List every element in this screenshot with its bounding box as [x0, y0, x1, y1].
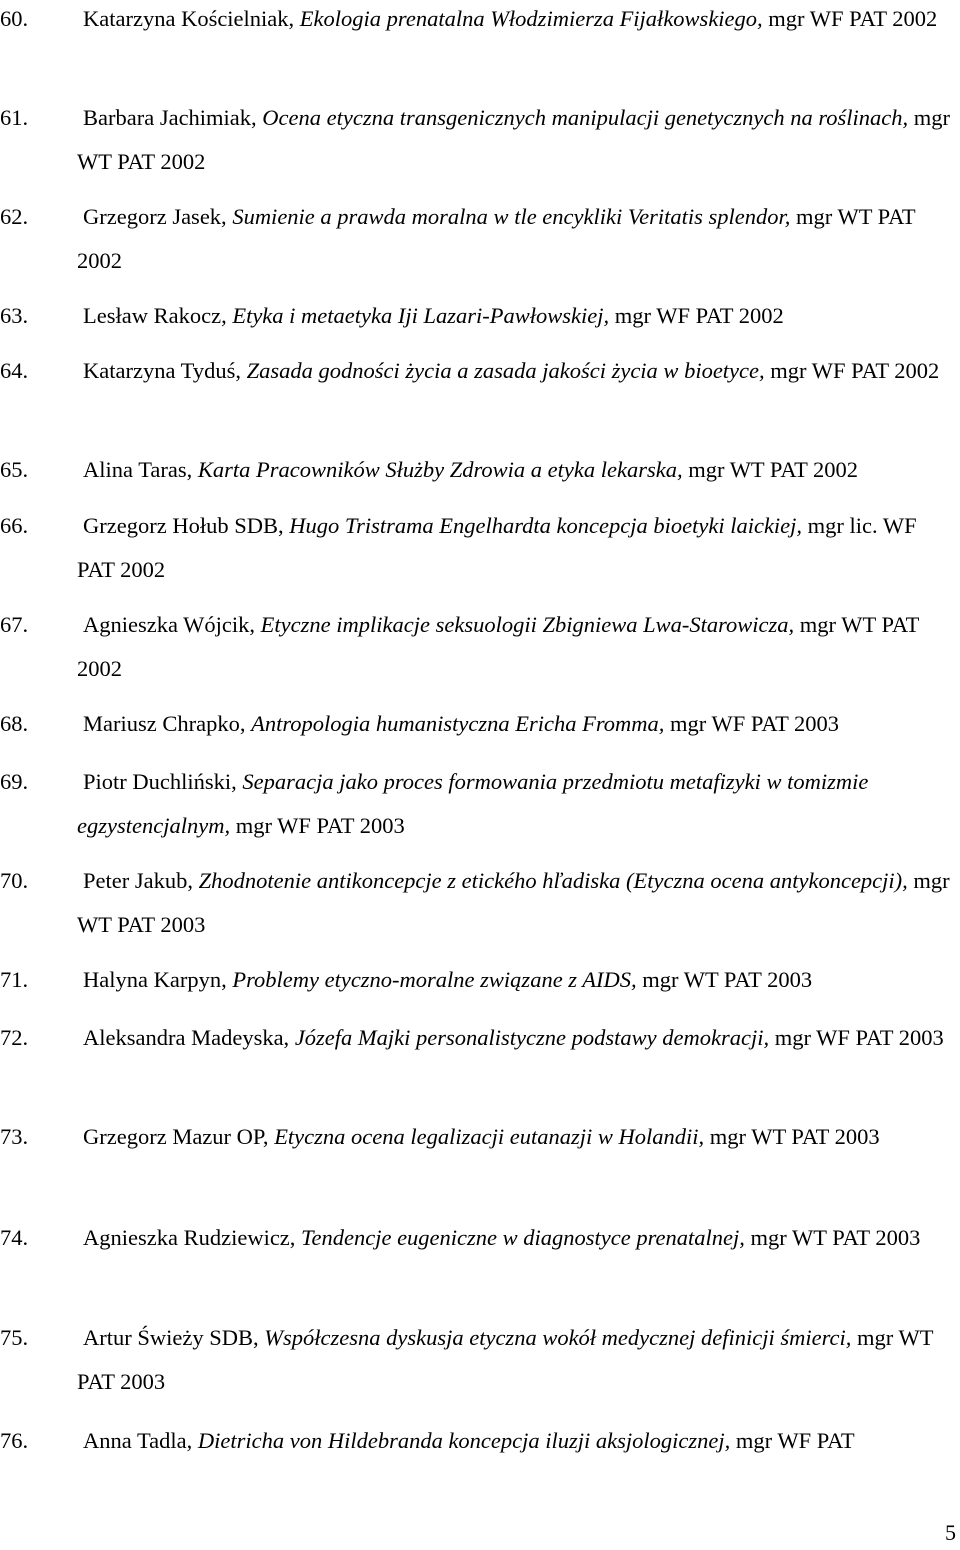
list-item [0, 195, 960, 283]
author-name: Agnieszka Wójcik, [83, 612, 256, 637]
item-number: 74. [0, 1225, 29, 1250]
thesis-title: Problemy etyczno-moralne związane z AIDS, [232, 967, 637, 992]
item-number: 65. [0, 457, 29, 482]
item-text [77, 702, 957, 746]
author-name: Peter Jakub, [83, 868, 193, 893]
item-number: 70. [0, 868, 29, 893]
list-item [0, 1316, 960, 1404]
thesis-title: Hugo Tristrama Engelhardta koncepcja bioetyki laickiej, [289, 513, 803, 538]
item-text [77, 603, 957, 691]
item-text [77, 1419, 957, 1463]
degree-info: mgr WT PAT 2002 [77, 204, 916, 273]
author-name: Anna Tadla, [83, 1428, 193, 1453]
degree-info: mgr WT PAT 2003 [709, 1124, 880, 1149]
thesis-title: Zasada godności życia a zasada jakości życia w bioetyce, [246, 358, 765, 383]
item-number: 71. [0, 967, 29, 992]
item-number: 60. [0, 6, 29, 31]
degree-info: mgr WF PAT 2003 [774, 1025, 944, 1050]
thesis-title: Zhodnotenie antikoncepcje z etického hľadiska (Etyczna ocena antykoncepcji), [198, 868, 908, 893]
thesis-title: Etyczne implikacje seksuologii Zbigniewa Lwa-Starowicza, [260, 612, 795, 637]
author-name: Aleksandra Madeyska, [83, 1025, 290, 1050]
degree-info: mgr WT PAT 2003 [750, 1225, 921, 1250]
degree-info: mgr WF PAT [735, 1428, 855, 1453]
thesis-title: Dietricha von Hildebranda koncepcja iluzji aksjologicznej, [197, 1428, 731, 1453]
author-name: Grzegorz Hołub SDB, [83, 513, 284, 538]
degree-info: mgr WF PAT 2002 [614, 303, 784, 328]
thesis-title: Etyczna ocena legalizacji eutanazji w Holandii, [274, 1124, 705, 1149]
list-item [0, 1216, 960, 1260]
author-name: Piotr Duchliński, [83, 769, 237, 794]
item-number: 76. [0, 1428, 29, 1453]
page-number: 5 [945, 1520, 956, 1545]
item-text [77, 294, 957, 338]
author-name: Grzegorz Mazur OP, [83, 1124, 269, 1149]
author-name: Katarzyna Kościelniak, [83, 6, 295, 31]
item-text [77, 96, 957, 184]
list-item [0, 859, 960, 947]
author-name: Grzegorz Jasek, [83, 204, 227, 229]
item-text [77, 1216, 957, 1260]
author-name: Katarzyna Tyduś, [83, 358, 241, 383]
item-number: 62. [0, 204, 29, 229]
item-text [77, 0, 957, 41]
item-text [77, 195, 957, 283]
item-number: 61. [0, 105, 29, 130]
item-text [77, 1316, 957, 1404]
author-name: Barbara Jachimiak, [83, 105, 257, 130]
item-number: 63. [0, 303, 29, 328]
list-item [0, 504, 960, 592]
author-name: Agnieszka Rudziewicz, [83, 1225, 296, 1250]
author-name: Alina Taras, [83, 457, 193, 482]
item-text [77, 958, 957, 1002]
list-item [0, 958, 960, 1002]
list-item [0, 702, 960, 746]
item-text [77, 504, 957, 592]
item-number: 73. [0, 1124, 29, 1149]
list-item [0, 349, 960, 393]
list-item [0, 448, 960, 492]
degree-info: mgr WT PAT 2002 [77, 612, 919, 681]
author-name: Mariusz Chrapko, [83, 711, 246, 736]
item-text [77, 1115, 957, 1159]
author-name: Lesław Rakocz, [83, 303, 227, 328]
degree-info: mgr WF PAT 2003 [670, 711, 840, 736]
list-item [0, 603, 960, 691]
item-text [77, 448, 957, 492]
thesis-title: Etyka i metaetyka Iji Lazari-Pawłowskiej, [232, 303, 610, 328]
thesis-title: Współczesna dyskusja etyczna wokół medycznej definicji śmierci, [264, 1325, 852, 1350]
item-number: 69. [0, 769, 29, 794]
degree-info: mgr lic. WF PAT 2002 [77, 513, 917, 582]
author-name: Artur Świeży SDB, [83, 1325, 259, 1350]
thesis-title: Tendencje eugeniczne w diagnostyce prenatalnej, [301, 1225, 745, 1250]
degree-info: mgr WT PAT 2002 [688, 457, 859, 482]
item-number: 68. [0, 711, 29, 736]
thesis-title: Ocena etyczna transgenicznych manipulacji genetycznych na roślinach, [262, 105, 909, 130]
list-item [0, 1016, 960, 1060]
item-number: 67. [0, 612, 29, 637]
item-number: 72. [0, 1025, 29, 1050]
thesis-title: Karta Pracowników Służby Zdrowia a etyka lekarska, [197, 457, 683, 482]
item-number: 64. [0, 358, 29, 383]
thesis-title: Ekologia prenatalna Włodzimierza Fijałkowskiego, [299, 6, 763, 31]
list-item [0, 96, 960, 184]
list-item [0, 760, 960, 848]
degree-info: mgr WF PAT 2003 [235, 813, 405, 838]
item-text [77, 760, 957, 848]
list-item [0, 1419, 960, 1463]
item-text [77, 1016, 957, 1060]
item-number: 75. [0, 1325, 29, 1350]
item-text [77, 859, 957, 947]
list-item [0, 1115, 960, 1159]
degree-info: mgr WT PAT 2002 [77, 105, 951, 174]
degree-info: mgr WT PAT 2003 [77, 1325, 934, 1394]
thesis-title: Antropologia humanistyczna Ericha Fromma, [251, 711, 665, 736]
degree-info: mgr WF PAT 2002 [768, 6, 938, 31]
degree-info: mgr WT PAT 2003 [642, 967, 813, 992]
item-number: 66. [0, 513, 29, 538]
thesis-title: Separacja jako proces formowania przedmiotu metafizyki w tomizmie egzystencjalnym, [77, 769, 869, 838]
degree-info: mgr WT PAT 2003 [77, 868, 950, 937]
author-name: Halyna Karpyn, [83, 967, 227, 992]
thesis-title: Józefa Majki personalistyczne podstawy demokracji, [294, 1025, 770, 1050]
list-item [0, 0, 960, 41]
item-text [77, 349, 957, 393]
list-item [0, 294, 960, 338]
degree-info: mgr WF PAT 2002 [770, 358, 940, 383]
thesis-title: Sumienie a prawda moralna w tle encykliki Veritatis splendor, [232, 204, 791, 229]
